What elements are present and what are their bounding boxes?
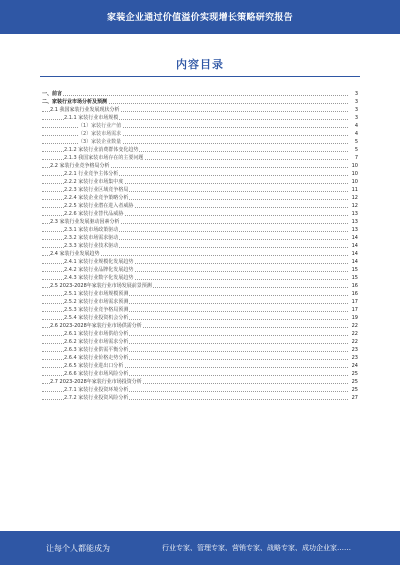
toc-entry-label: 2.3 家装行业发展驱动因素分析	[50, 219, 120, 225]
toc-entry[interactable]	[42, 354, 358, 362]
toc-entry-page: 22	[351, 339, 358, 345]
toc-entry-page: 16	[351, 283, 358, 289]
toc-entry-page: 22	[351, 323, 358, 329]
toc-entry-label: 2.2.3 家装行业区域竞争格局	[64, 187, 129, 193]
toc-entry-page: 17	[351, 307, 358, 313]
toc-entry-label: 2.5.1 家装行业市场规模预测	[64, 291, 129, 297]
toc-entry[interactable]	[42, 378, 358, 386]
toc-entry-page: 15	[351, 267, 358, 273]
toc-entry[interactable]	[42, 178, 358, 186]
toc-entry[interactable]	[42, 226, 358, 234]
toc-entry-page: 3	[354, 99, 358, 105]
toc-entry-page: 16	[351, 291, 358, 297]
toc-entry-page: 25	[351, 371, 358, 377]
toc-leader-dots	[42, 95, 348, 96]
toc-entry[interactable]	[42, 330, 358, 338]
toc-entry-page: 12	[351, 195, 358, 201]
toc-entry[interactable]	[42, 122, 358, 130]
document-title: 家装企业通过价值溢价实现增长策略研究报告	[106, 13, 293, 23]
toc-entry-page: 14	[351, 235, 358, 241]
toc-entry-page: 23	[351, 355, 358, 361]
toc-entry[interactable]	[42, 282, 358, 290]
toc-entry-page: 23	[351, 347, 358, 353]
toc-entry[interactable]	[42, 338, 358, 346]
toc-entry-page: 7	[354, 155, 358, 161]
toc-entry-page: 10	[351, 171, 358, 177]
toc-entry-label: （3）家装企业数量	[78, 139, 122, 145]
toc-entry-page: 11	[351, 187, 358, 193]
toc-entry[interactable]	[42, 266, 358, 274]
toc-entry[interactable]	[42, 162, 358, 170]
toc-heading: 内容目录	[176, 58, 224, 71]
toc-entry-label: 2.1.3 我国家装市场存在的主要问题	[64, 155, 144, 161]
toc-entry-label: 2.2.2 家装行业市场集中度	[64, 179, 124, 185]
toc-entry-page: 5	[354, 147, 358, 153]
toc-entry[interactable]	[42, 90, 358, 98]
toc-entry-label: 2.1 我国家装行业发展现状分析	[50, 107, 120, 113]
toc-entry-page: 24	[351, 363, 358, 369]
toc-entry[interactable]	[42, 146, 358, 154]
toc-entry-label: 2.6.3 家装行业供需平衡分析	[64, 347, 129, 353]
toc-entry[interactable]	[42, 258, 358, 266]
toc-entry[interactable]	[42, 242, 358, 250]
header-banner	[0, 0, 400, 34]
toc-entry-page: 4	[354, 131, 358, 137]
toc-entry-label: 2.5.3 家装行业竞争格局预测	[64, 307, 129, 313]
toc-entry-label: 2.1.1 家装行业市场规模	[64, 115, 119, 121]
toc-entry-page: 13	[351, 219, 358, 225]
toc-entry-page: 25	[351, 379, 358, 385]
toc-entry-label: （1）家装行业产值	[78, 123, 122, 129]
toc-entry[interactable]	[42, 314, 358, 322]
toc-entry[interactable]	[42, 386, 358, 394]
toc-entry-label: 2.2.5 家装行业潜在进入者威胁	[64, 203, 134, 209]
toc-entry[interactable]	[42, 114, 358, 122]
toc-entry-label: 2.7.2 家装行业投资风险分析	[64, 395, 129, 401]
toc-entry-label: 2.2.1 行业竞争主体分析	[64, 171, 119, 177]
toc-entry-label: 一、前言	[42, 91, 63, 97]
toc-entry-label: 2.7.1 家装行业投资环境分析	[64, 387, 129, 393]
toc-entry[interactable]	[42, 130, 358, 138]
toc-entry-label: 2.2.6 家装行业替代品威胁	[64, 211, 124, 217]
toc-entry[interactable]	[42, 218, 358, 226]
toc-entry-label: 2.6.6 家装行业市场风险分析	[64, 371, 129, 377]
toc-entry[interactable]	[42, 210, 358, 218]
toc-entry-page: 10	[351, 179, 358, 185]
toc-entry-label: 2.1.2 家装行业消费群体变化趋势	[64, 147, 139, 153]
toc-entry-page: 12	[351, 203, 358, 209]
toc-entry-label: 2.6.5 家装行业进出口分析	[64, 363, 124, 369]
toc-entry[interactable]	[42, 290, 358, 298]
toc-entry-label: 二、家装行业市场分析及预测	[42, 99, 108, 105]
toc-entry-label: （2）家装市场需求	[78, 131, 122, 137]
toc-entry-page: 3	[354, 107, 358, 113]
toc-entry-page: 15	[351, 275, 358, 281]
toc-entry-page: 17	[351, 299, 358, 305]
toc-entry-label: 2.6.2 家装行业市场需求分析	[64, 339, 129, 345]
toc-entry-label: 2.4.1 家装行业规模化发展趋势	[64, 259, 134, 265]
toc-entry[interactable]	[42, 98, 358, 106]
toc-entry[interactable]	[42, 138, 358, 146]
toc-entry[interactable]	[42, 298, 358, 306]
toc-entry-label: 2.2 家装行业竞争格局分析	[50, 163, 110, 169]
toc-entry-page: 13	[351, 211, 358, 217]
table-of-contents	[42, 90, 358, 402]
toc-entry-label: 2.4.3 家装行业数字化发展趋势	[64, 275, 134, 281]
toc-entry[interactable]	[42, 106, 358, 114]
toc-entry[interactable]	[42, 194, 358, 202]
toc-entry[interactable]	[42, 362, 358, 370]
toc-entry-page: 3	[354, 115, 358, 121]
toc-entry-label: 2.4 家装行业发展趋势	[50, 251, 100, 257]
toc-entry-page: 10	[351, 163, 358, 169]
toc-entry-label: 2.4.2 家装行业品牌化发展趋势	[64, 267, 134, 273]
toc-entry-label: 2.6.1 家装行业市场供给分析	[64, 331, 129, 337]
toc-entry-page: 3	[354, 91, 358, 97]
toc-entry-label: 2.2.4 家装企业竞争策略分析	[64, 195, 129, 201]
toc-entry-page: 5	[354, 139, 358, 145]
toc-entry-page: 13	[351, 227, 358, 233]
toc-entry[interactable]	[42, 250, 358, 258]
toc-entry-page: 14	[351, 259, 358, 265]
toc-entry-label: 2.3.2 家装市场需求驱动	[64, 235, 119, 241]
toc-entry[interactable]	[42, 154, 358, 162]
toc-entry[interactable]	[42, 202, 358, 210]
toc-entry-label: 2.3.3 家装行业技术驱动	[64, 243, 119, 249]
toc-entry-label: 2.6 2023-2028年家装行业市场供需分析	[50, 323, 142, 329]
toc-entry[interactable]	[42, 170, 358, 178]
toc-entry-page: 22	[351, 331, 358, 337]
toc-entry-label: 2.7 2023-2028年家装行业市场投资分析	[50, 379, 142, 385]
toc-entry-page: 14	[351, 251, 358, 257]
toc-divider	[40, 76, 360, 77]
toc-entry-page: 27	[351, 395, 358, 401]
toc-entry-label: 2.6.4 家装行业价格走势分析	[64, 355, 129, 361]
toc-entry-page: 14	[351, 243, 358, 249]
toc-entry-label: 2.5.2 家装行业市场需求预测	[64, 299, 129, 305]
toc-entry[interactable]	[42, 186, 358, 194]
toc-entry-page: 19	[351, 315, 358, 321]
toc-entry[interactable]	[42, 346, 358, 354]
toc-entry-label: 2.3.1 家装市场政策驱动	[64, 227, 119, 233]
toc-entry[interactable]	[42, 274, 358, 282]
footer-slogan: 让每个人都能成为	[46, 544, 110, 553]
toc-entry-label: 2.5.4 家装行业投资机会分析	[64, 315, 129, 321]
toc-entry[interactable]	[42, 322, 358, 330]
toc-entry[interactable]	[42, 394, 358, 402]
toc-entry[interactable]	[42, 370, 358, 378]
footer-banner	[0, 531, 400, 565]
toc-entry-label: 2.5 2023-2028年家装行业市场发展前景预测	[50, 283, 152, 289]
toc-entry-page: 4	[354, 123, 358, 129]
toc-entry-page: 25	[351, 387, 358, 393]
toc-entry[interactable]	[42, 306, 358, 314]
toc-entry[interactable]	[42, 234, 358, 242]
footer-roles: 行业专家、管理专家、营销专家、战略专家、成功企业家……	[162, 544, 351, 552]
